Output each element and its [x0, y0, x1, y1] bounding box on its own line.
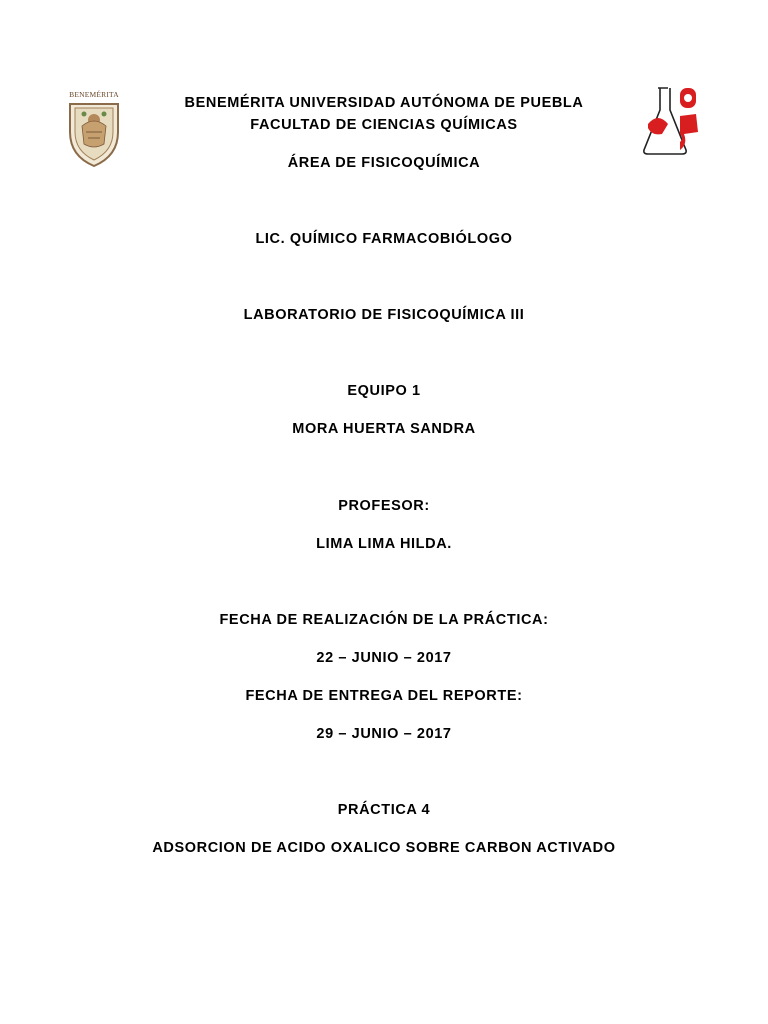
svg-text:BENEMÉRITA: BENEMÉRITA	[69, 90, 119, 99]
professor-name: LIMA LIMA HILDA.	[316, 536, 452, 552]
performed-date-value: 22 – JUNIO – 2017	[316, 650, 452, 666]
program-name: LIC. QUÍMICO FARMACOBIÓLOGO	[255, 231, 513, 247]
performed-date-label: FECHA DE REALIZACIÓN DE LA PRÁCTICA:	[219, 612, 549, 628]
laboratory-name: LABORATORIO DE FISICOQUÍMICA III	[243, 307, 525, 323]
delivery-date-value: 29 – JUNIO – 2017	[316, 726, 452, 742]
team-label: EQUIPO 1	[347, 383, 421, 399]
area-name: ÁREA DE FISICOQUÍMICA	[287, 155, 481, 171]
practice-title: ADSORCION DE ACIDO OXALICO SOBRE CARBON ACTIVADO	[152, 840, 616, 856]
practice-number: PRÁCTICA 4	[337, 802, 431, 818]
professor-label: PROFESOR:	[338, 498, 430, 514]
university-name: BENEMÉRITA UNIVERSIDAD AUTÓNOMA DE PUEBLA	[184, 95, 584, 111]
delivery-date-label: FECHA DE ENTREGA DEL REPORTE:	[245, 688, 523, 704]
team-member: MORA HUERTA SANDRA	[292, 421, 476, 437]
faculty-name: FACULTAD DE CIENCIAS QUÍMICAS	[250, 117, 518, 133]
